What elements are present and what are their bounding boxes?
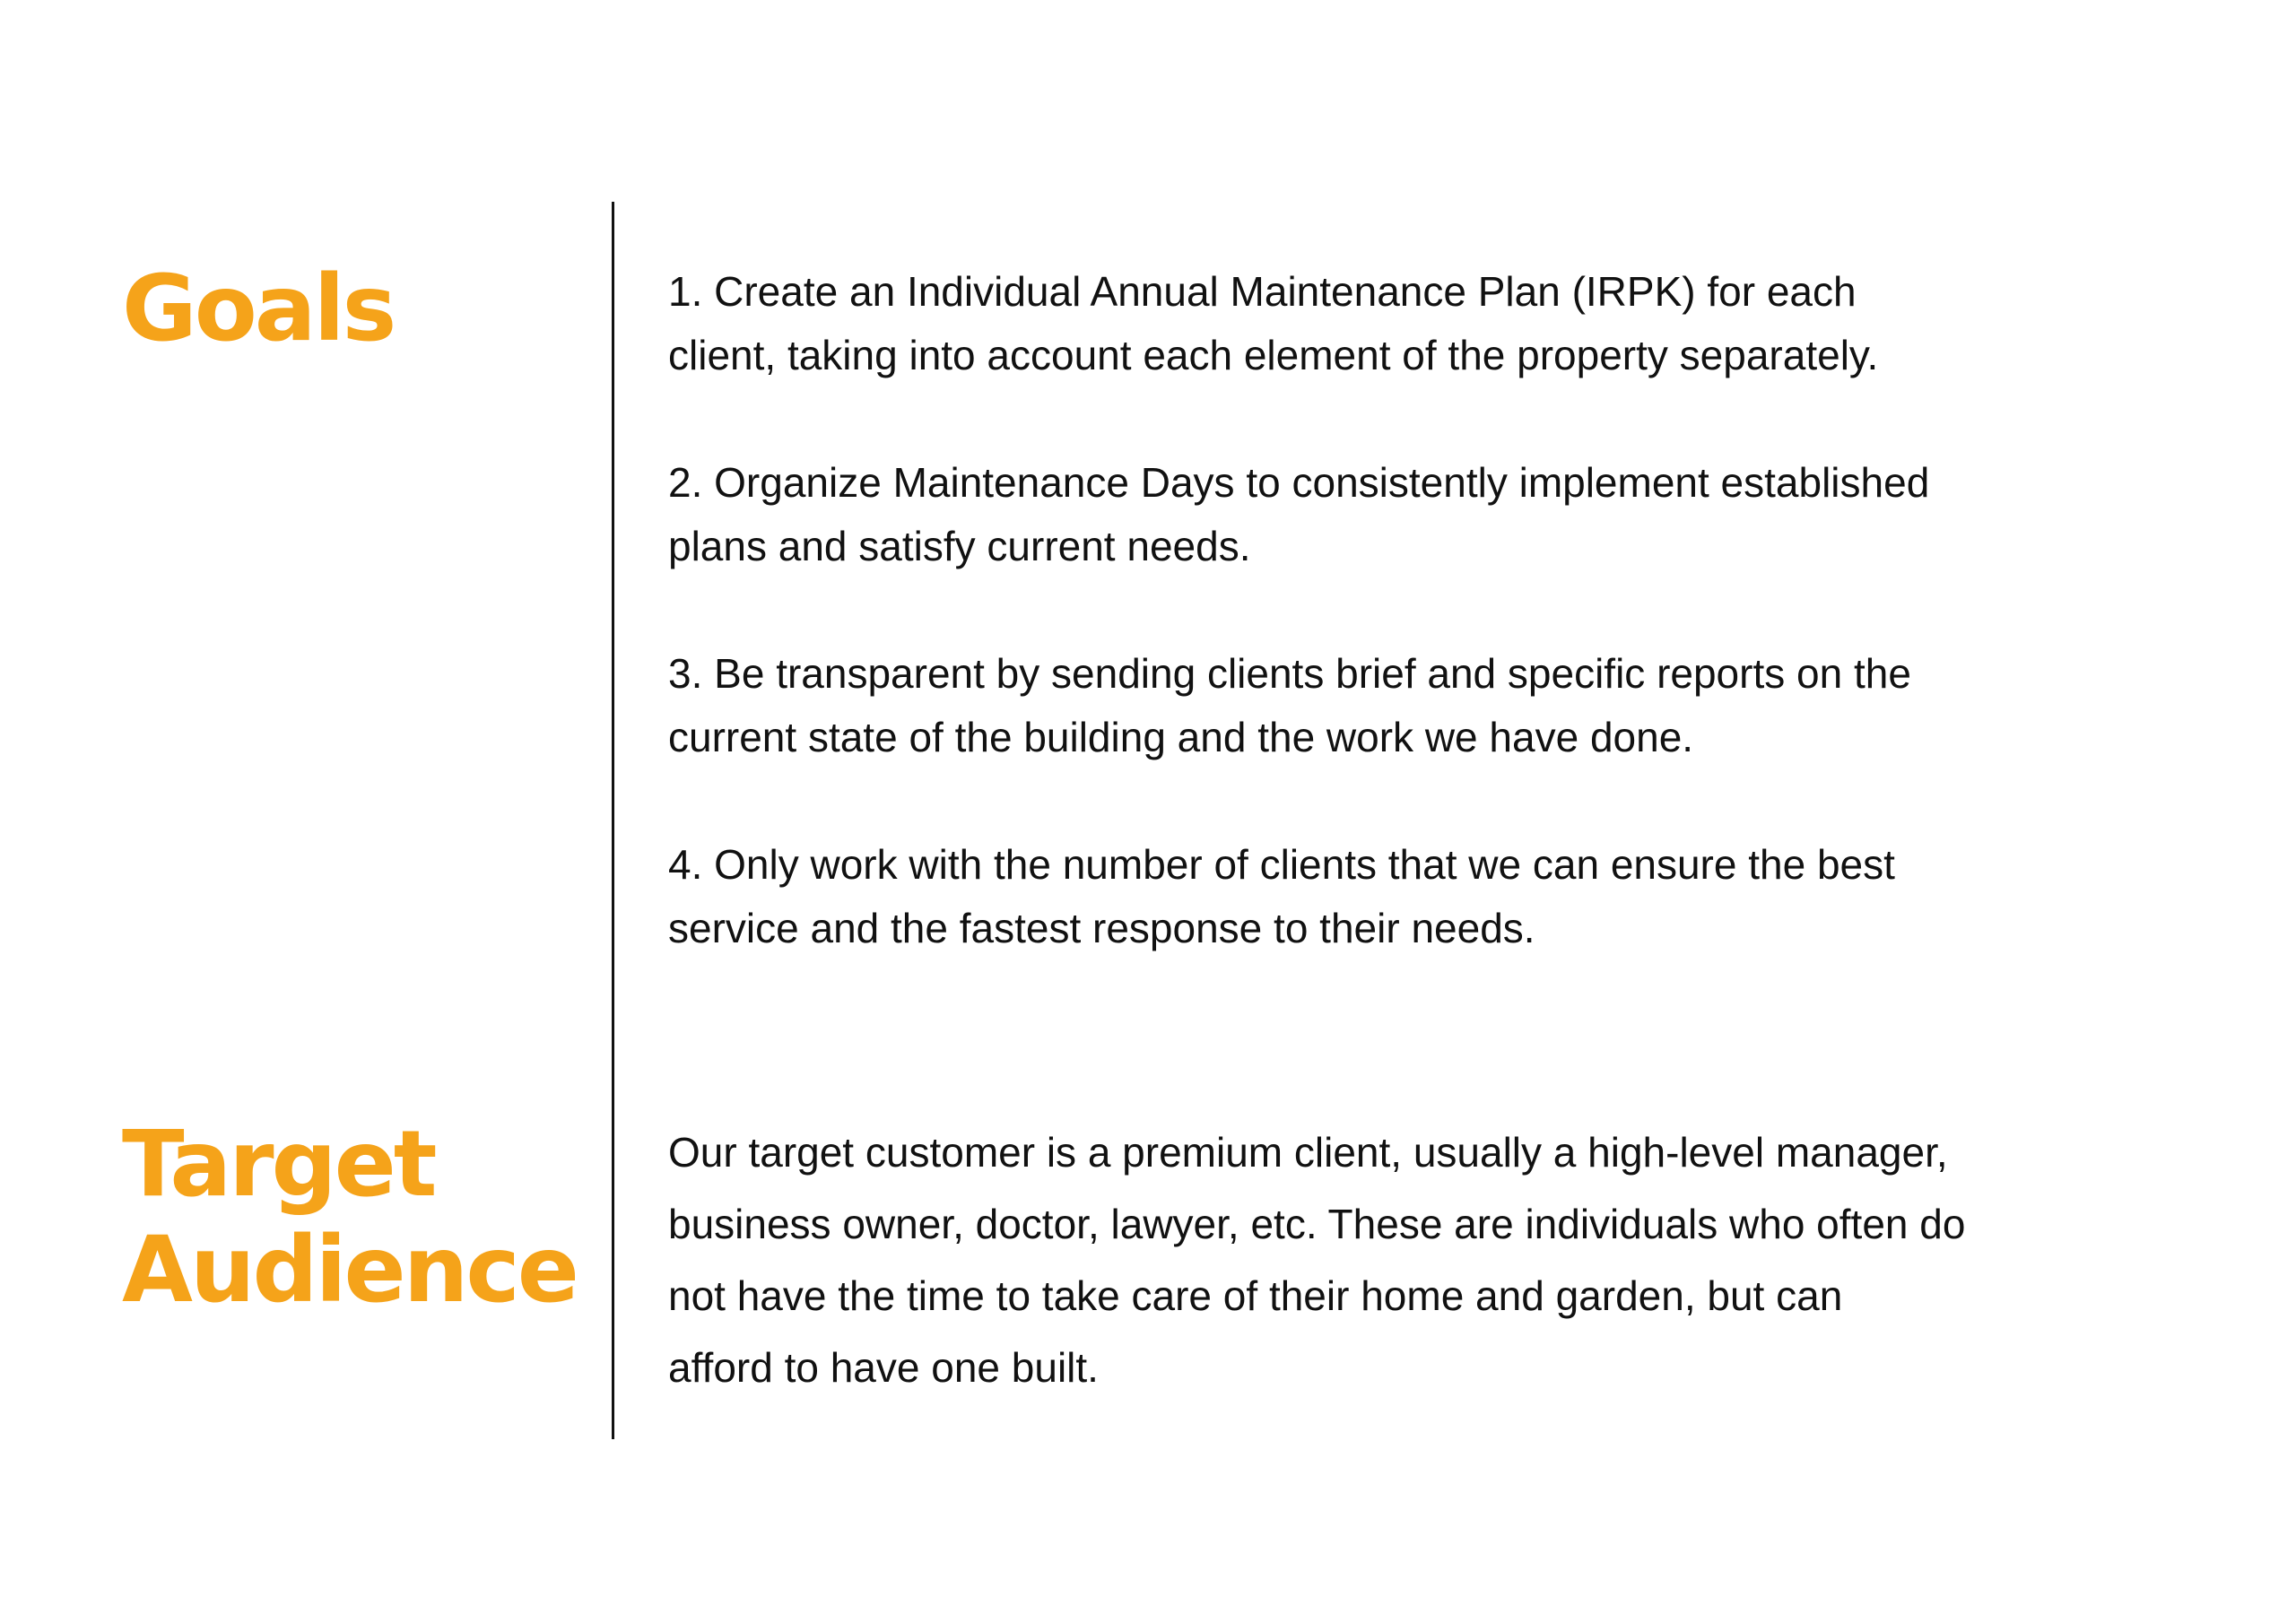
goal-item-3: 3. Be transparent by sending clients brief and specific reports on the current state of the building and the work we have done.: [668, 650, 1911, 760]
goal-item-1: 1. Create an Individual Annual Maintenance Plan (IRPK) for each client, taking into account each element of the property separately.: [668, 268, 1879, 378]
target-audience-description: Our target customer is a premium client, usually a high-level manager, business owner, doctor, lawyer, etc. These are individuals who often do not have the time to take care of their home and garden, but can afford to have one built.: [668, 1129, 1966, 1391]
target-audience-heading-line-2: Audience: [122, 1217, 577, 1324]
target-audience-heading-line-1: Target: [122, 1111, 435, 1218]
goals-list: [668, 260, 2175, 1024]
goals-heading: Goals: [122, 256, 395, 362]
target-audience-heading: [122, 1112, 577, 1324]
goal-item-4: 4. Only work with the number of clients that we can ensure the best service and the fastest response to their needs.: [668, 841, 1895, 951]
vertical-divider: [612, 202, 614, 1439]
goal-item-2: 2. Organize Maintenance Days to consistently implement established plans and satisfy current needs.: [668, 459, 1930, 569]
